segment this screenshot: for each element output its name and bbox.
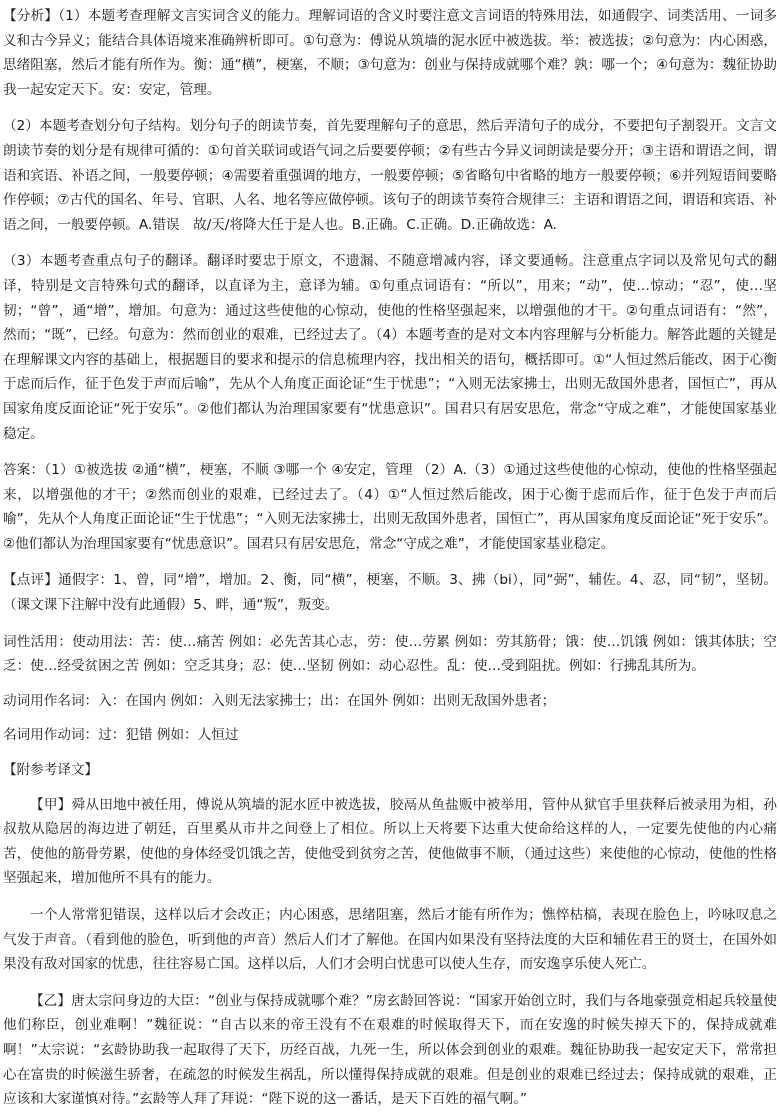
analysis-paragraph-2: （2）本题考查划分句子结构。划分句子的朗读节奏，首先要理解句子的意思，然后弄清句子的成分，不要把句子割裂开。文言文朗读节奏的划分是有规律可循的：①句首关联词或语气词之后要要停顿；②有些古今异义词朗读是要分开；③主语和谓语之间，谓语和宾语、补语之间，一般要停顿；④需要着重强调的地方，一般要停顿；⑤省略句中省略的地方一般要停顿；⑥并列短语间要略作停顿；⑦古代的国名、年号、官职、人名、地名等应做停顿。该句子的朗读节奏符合规律三：主语和谓语之间，谓语和宾语、补语之间，一般要停顿。A.错误 故/天/将降大任于是人也。B.正确。C.正确。D.正确故选：A. (3, 118, 777, 233)
translation-jia-paragraph-2: 一个人常常犯错误，这样以后才会改正；内心困惑，思绪阻塞，然后才能有所作为；憔悴枯槁，表现在脸色上，吟咏叹息之气发于声音。（看到他的脸色，听到他的声音）然后人们才了解他。在国内如果没有坚持法度的大臣和辅佐君王的贤士，在国外如果没有敌对国家的忧患，往往容易亡国。这样以后，人们才会明白忧患可以使人生存，而安逸享乐使人死亡。 (3, 907, 777, 973)
analysis-paragraph-3: （3）本题考查重点句子的翻译。翻译时要忠于原文，不遗漏、不随意增减内容，译文要通畅。注意重点字词以及常见句式的翻译，特别是文言特殊句式的翻译，以直译为主，意译为辅。①句重点词语有：“所以”，用来；“动”，使…惊动；“忍”，使…坚韧；“曾”，通“增”，增加。句意为：通过这些使他的心惊动，使他的性格坚强起来，以增强他的才干。②句重点词语有：“然”，然而；“既”，已经。句意为：然而创业的艰难，已经过去了。（4）本题考查的是对文本内容理解与分析能力。解答此题的关键是在理解课文内容的基础上，根据题目的要求和提示的信息梳理内容，找出相关的语句，概括即可。①“人恒过然后能改，困于心衡于虑而后作，征于色发于声而后喻”，先从个人角度正面论证“生于忧患”；“入则无法家拂士，出则无敌国外患者，国恒亡”，再从国家角度反面论证“死于安乐”。②他们都认为治理国家要有“忧患意识”。国君只有居安思危，常念“守成之难”，才能使国家基业稳定。 (3, 253, 777, 442)
translation-jia-paragraph: 【甲】舜从田地中被任用，傅说从筑墙的泥水匠中被选拔，胶鬲从鱼盐贩中被举用，管仲从狱官手里获释后被录用为相，孙叔敖从隐居的海边进了朝廷，百里奚从市井之间登上了相位。所以上天将要下达重大使命给这样的人，一定要先使他的内心痛苦，使他的筋骨劳累，使他的身体经受饥饿之苦，使他受到贫穷之苦，使他做事不顺，（通过这些）来使他的心惊动，使他的性格坚强起来，增加他所不具有的能力。 (3, 796, 777, 887)
comment-paragraph: 【点评】通假字：1、曾，同“增”，增加。2、衡，同“横”，梗塞，不顺。3、拂（bi），同“弼”，辅佐。4、忍，同“韧”，坚韧。（课文课下注解中没有此通假）5、畔，通“叛”，叛变。 (3, 572, 777, 614)
analysis-paragraph-1: 【分析】（1）本题考查理解文言实词含义的能力。理解词语的含义时要注意文言词语的特殊用法，如通假字、词类活用、一词多义和古今异义；能结合具体语境来准确辨析即可。①句意为：傅说从筑墙的泥水匠中被选拔。举：被选拔；②句意为：内心困惑，思绪阻塞，然后才能有所作为。衡：通“横”，梗塞，不顺；③句意为：创业与保持成就哪个难？孰：哪一个；④句意为：魏征协助我一起安定天下。安：安定，管理。 (3, 8, 777, 98)
translation-yi-paragraph: 【乙】唐太宗问身边的大臣：“创业与保持成就哪个难？”房玄龄回答说：“国家开始创立时，我们与各地豪强竞相起兵较量使他们称臣，创业难啊！”魏征说：“自古以来的帝王没有不在艰难的时候取得天下，而在安逸的时候失掉天下的，保持成就难啊！”太宗说：“玄龄协助我一起取得了天下，历经百战，九死一生，所以体会到创业的艰难。魏征协助我一起安定天下，常常担心在富贵的时候滋生骄奢，在疏忽的时候发生祸乱，所以懂得保持成就的艰难。但是创业的艰难已经过去；保持成就的艰难，正应该和大家谨慎对待。”玄龄等人拜了拜说：“陛下说的这一番话，是天下百姓的福气啊。” (3, 992, 777, 1108)
translation-heading: 【附参考译文】 (3, 762, 99, 779)
usage-noun-as-verb-paragraph: 名词用作动词：过：犯错 例如：人恒过 (3, 727, 239, 744)
usage-verb-as-noun-paragraph: 动词用作名词：入：在国内 例如：入则无法家拂士；出：在国外 例如：出则无敌国外患者； (3, 692, 556, 709)
answer-paragraph: 答案：（1）①被选拔 ②通“横”，梗塞，不顺 ③哪一个 ④安定，管理 （2）A.（3）①通过这些使他的心惊动，使他的性格坚强起来，以增强他的才干；②然而创业的艰难，已经过去了。（4）①“人恒过然后能改，困于心衡于虑而后作，征于色发于声而后喻”，先从个人角度正面论证“生于忧患”；“入则无法家拂士，出则无敌国外患者，国恒亡”，再从国家角度反面论证“死于安乐”。②他们都认为治理国家要有“忧患意识”。国君只有居安思危，常念“守成之难”，才能使国家基业稳定。 (3, 462, 777, 552)
usage-causative-paragraph: 词性活用：使动用法：苦：使…痛苦 例如：必先苦其心志，劳：使…劳累 例如：劳其筋骨；饿：使…饥饿 例如：饿其体肤；空乏：使…经受贫困之苦 例如：空乏其身；忍：使…坚韧 例如：动心忍性。乱：使…受到阻扰。例如：行拂乱其所为。 (3, 633, 777, 675)
